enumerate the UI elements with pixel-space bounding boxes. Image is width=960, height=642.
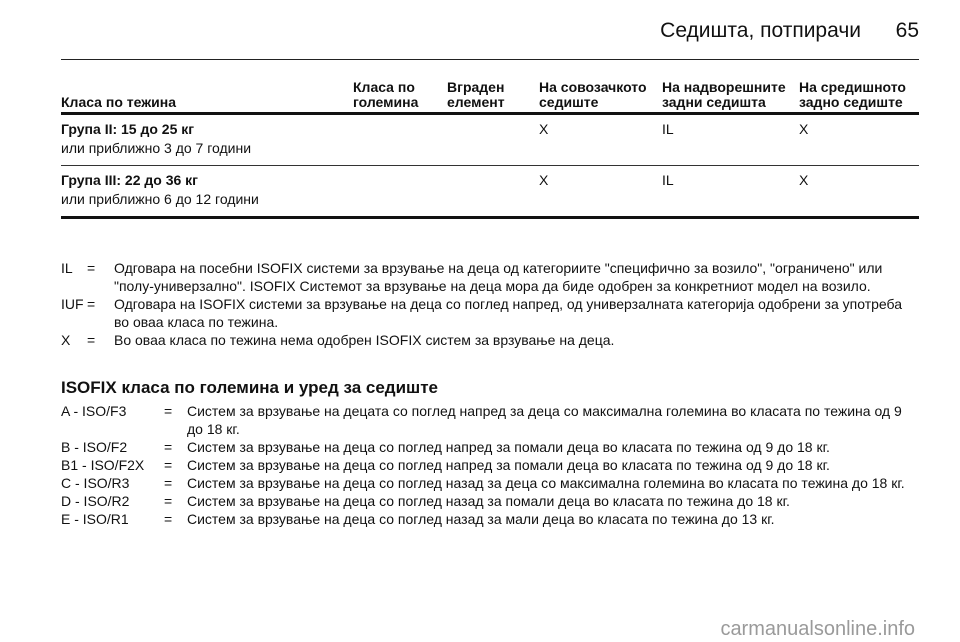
iso-description: Систем за врзување на деца со поглед напред за помали деца во класата по тежина од 9 до 18 кг. [187,439,830,455]
section-heading: ISOFIX класа по големина и уред за седиште [61,378,438,397]
iso-code: C - ISO/R3 [61,475,130,491]
iso-equals: = [164,475,173,491]
iso-code: D - ISO/R2 [61,493,130,509]
weight-class-cell [61,114,353,166]
list-item [61,510,919,528]
size-class-cell [353,114,447,166]
col-fixture: Вграден елемент [447,80,539,114]
header-divider [61,59,919,60]
iso-equals: = [164,403,173,419]
rear-middle-cell: X [799,114,919,166]
list-item [61,438,919,456]
rear-outer-cell: IL [662,114,799,166]
page-number: 65 [895,19,919,42]
front-passenger-cell: X [539,114,662,166]
rear-middle-cell: X [799,166,919,218]
definition-equals: = [87,296,96,312]
col-rear-outer: На надворешните задни седишта [662,80,799,114]
group-label: Група II: 15 до 25 кг [61,121,195,137]
weight-class-cell [61,166,353,218]
iso-equals: = [164,457,173,473]
definition-equals: = [87,332,96,348]
list-item [61,402,919,438]
manual-page [61,0,919,642]
front-passenger-cell: X [539,166,662,218]
rear-outer-cell: IL [662,166,799,218]
iso-description: Систем за врзување на децата со поглед напред за деца со максимална големина во класата по тежина од 9 до 18 кг. [187,403,902,437]
iso-description: Систем за врзување на деца со поглед назад за мали деца во класата по тежина до 13 кг. [187,511,775,527]
iso-code: B - ISO/F2 [61,439,128,455]
definition-key: IL [61,260,73,276]
definition-text: Одговара на ISOFIX системи за врзување на деца со поглед напред, од универзалната категорија одобрени за употреба во оваа класа по тежина. [114,296,903,330]
col-size-class: Класа по големина [353,80,447,114]
list-item [61,456,919,474]
definition-key: X [61,332,71,348]
iso-equals: = [164,493,173,509]
table-row [61,114,919,166]
col-weight-class: Класа по тежина [61,80,353,114]
col-front-passenger: На совозачкото седиште [539,80,662,114]
iso-code: E - ISO/R1 [61,511,129,527]
group-label: Група III: 22 до 36 кг [61,172,198,188]
iso-code: B1 - ISO/F2X [61,457,145,473]
definition-key: IUF [61,296,84,312]
isofix-table [61,80,919,219]
size-class-cell [353,166,447,218]
iso-code: A - ISO/F3 [61,403,127,419]
col-rear-middle: На средишното задно седиште [799,80,919,114]
definition-item [61,295,919,331]
fixture-cell [447,166,539,218]
list-item [61,492,919,510]
table-header-row [61,80,919,114]
watermark: carmanualsonline.info [720,618,915,640]
age-label: или приближно 6 до 12 години [61,191,259,207]
definition-item [61,331,919,349]
iso-description: Систем за врзување на деца со поглед напред за помали деца во класата по тежина од 9 до 18 кг. [187,457,830,473]
definition-text: Во оваа класа по тежина нема одобрен ISOFIX систем за врзување на деца. [114,332,615,348]
iso-equals: = [164,439,173,455]
definition-equals: = [87,260,96,276]
fixture-cell [447,114,539,166]
list-item [61,474,919,492]
legend-definitions [61,259,919,349]
iso-equals: = [164,511,173,527]
age-label: или приближно 3 до 7 години [61,140,252,156]
definition-item [61,259,919,295]
page-title: Седишта, потпирачи [660,19,861,42]
table-row [61,166,919,218]
iso-description: Систем за врзување на деца со поглед назад за помали деца во класата по тежина до 18 кг. [187,493,790,509]
iso-description: Систем за врзување на деца со поглед назад за деца со максимална големина во класата по тежина до 18 кг. [187,475,905,491]
page-header [61,14,919,42]
iso-size-list [61,402,919,528]
definition-text: Одговара на посебни ISOFIX системи за врзување на деца од категориите "специфично за возило", "ограничено" или "полу-универзално". ISOFIX Системот за врзување на деца мора да биде одобрен за конкретниот модел на возило. [114,260,883,294]
